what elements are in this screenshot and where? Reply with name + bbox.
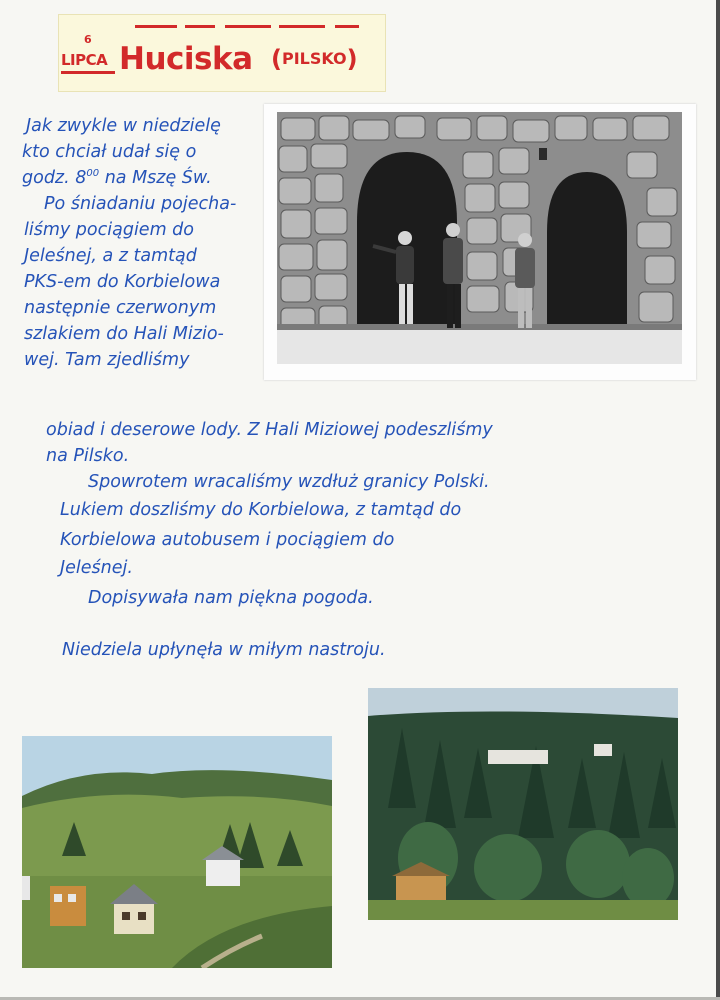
text-line: Niedziela upłynęła w miłym nastroju. — [62, 640, 386, 660]
title-strip — [58, 14, 386, 92]
photo-forest — [368, 688, 678, 920]
text-line: na Pilsko. — [46, 446, 130, 466]
text-line: Jeleśnej, a z tamtąd — [24, 246, 197, 266]
text-line: kto chciał udał się o — [22, 142, 197, 162]
text-line: Jeleśnej. — [60, 558, 133, 578]
text-line-time — [22, 168, 212, 188]
title-dash — [135, 25, 177, 28]
title-subplace: (PILSKO) — [271, 45, 358, 73]
text-line: Korbielowa autobusem i pociągiem do — [60, 530, 395, 550]
title-day: 6 — [84, 33, 92, 46]
text-line: następnie czerwonym — [24, 298, 217, 318]
title-subplace-text: PILSKO — [281, 49, 347, 68]
text-line: Lukiem doszliśmy do Korbielowa, z tamtąd do — [60, 500, 462, 520]
text-line: Po śniadaniu pojecha- — [44, 194, 237, 214]
text-line: liśmy pociągiem do — [24, 220, 194, 240]
title-month: LIPCA — [61, 51, 108, 69]
text-line: wej. Tam zjedliśmy — [24, 350, 190, 370]
title-place: Huciska — [119, 41, 253, 77]
title-dash — [185, 25, 215, 28]
text-line: Jak zwykle w niedzielę — [26, 116, 221, 136]
time-continuation: na Mszę Św. — [104, 168, 212, 188]
title-dash — [335, 25, 359, 28]
time-text: godz. 8 — [22, 168, 87, 188]
time-superscript: 00 — [86, 168, 100, 180]
text-line: Spowrotem wracaliśmy wzdłuż granicy Polski. — [88, 472, 490, 492]
text-line: obiad i deserowe lody. Z Hali Miziowej podeszliśmy — [46, 420, 493, 440]
text-line: PKS-em do Korbielowa — [24, 272, 221, 292]
text-line: szlakiem do Hali Mizio- — [24, 324, 224, 344]
title-dash — [279, 25, 325, 28]
text-line: Dopisywała nam piękna pogoda. — [88, 588, 374, 608]
album-edge — [716, 0, 720, 1000]
photo-village — [22, 736, 332, 968]
photo-stone-arches — [277, 112, 682, 364]
title-underline — [61, 71, 115, 74]
title-dash — [225, 25, 271, 28]
